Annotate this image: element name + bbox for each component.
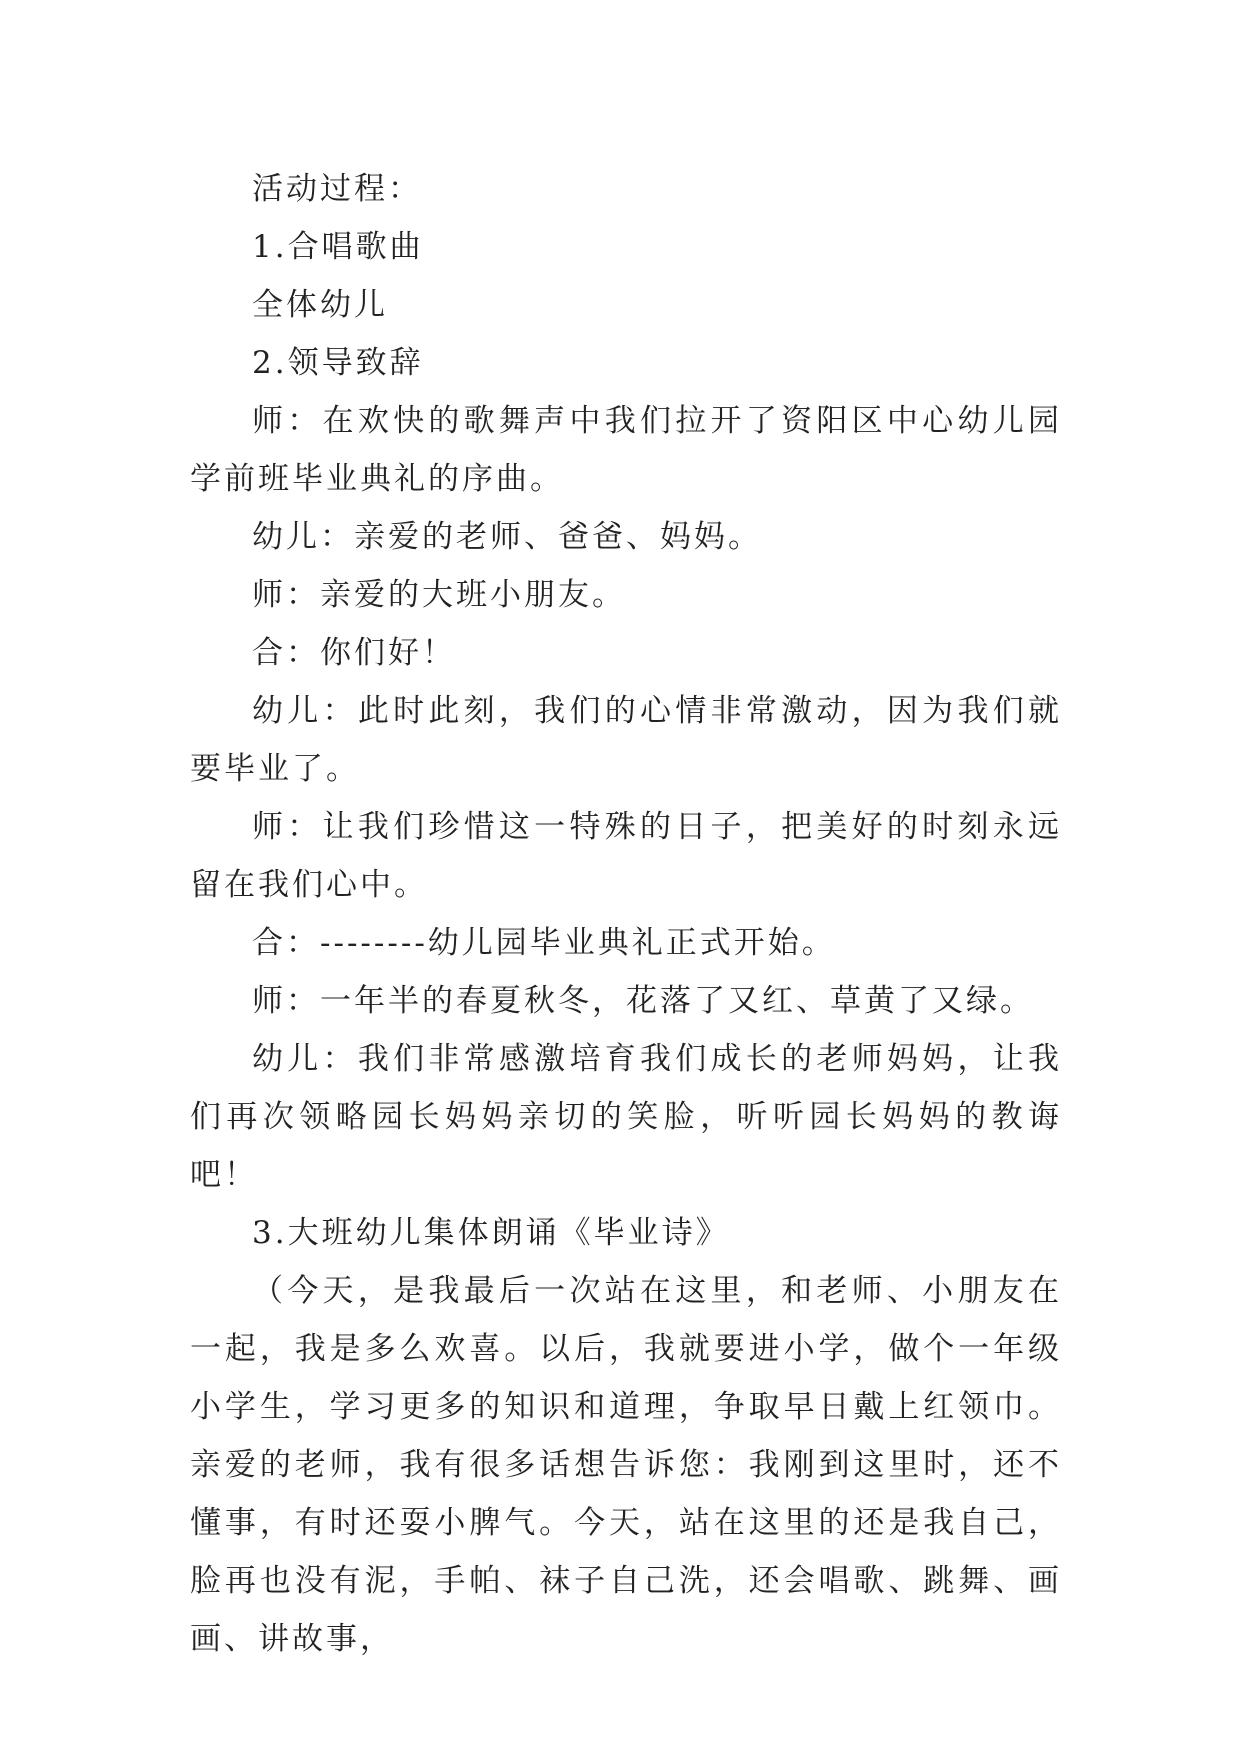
paragraph-teacher-line-4: 师：一年半的春夏秋冬，花落了又红、草黄了又绿。 [252, 983, 1034, 1019]
paragraph-children-line-1: 幼儿：亲爱的老师、爸爸、妈妈。 [252, 519, 762, 555]
paragraph-item-leader-speech: 2.领导致辞 [252, 345, 424, 381]
paragraph-teacher-line-2: 师：亲爱的大班小朋友。 [252, 577, 626, 613]
paragraph-together-line-1: 合：你们好！ [252, 635, 456, 671]
paragraph-all-children: 全体幼儿 [252, 287, 388, 323]
paragraph-poem-text: （今天，是我最后一次站在这里，和老师、小朋友在一起，我是多么欢喜。以后，我就要进小学，做个一年级小学生，学习更多的知识和道理，争取早日戴上红领巾。亲爱的老师，我有很多话想告诉您：我刚到这里时，还不懂事，有时还耍小脾气。今天，站在这里的还是我自己，脸再也没有泥，手帕、袜子自己洗，还会唱歌、跳舞、画画、讲故事， [190, 1273, 1062, 1657]
paragraph-together-line-2: 合：--------幼儿园毕业典礼正式开始。 [252, 925, 836, 961]
paragraph-children-line-3: 幼儿：我们非常感激培育我们成长的老师妈妈，让我们再次领略园长妈妈亲切的笑脸，听听园长妈妈的教诲吧！ [190, 1041, 1062, 1193]
paragraph-teacher-line-1: 师：在欢快的歌舞声中我们拉开了资阳区中心幼儿园学前班毕业典礼的序曲。 [190, 403, 1062, 497]
paragraph-children-line-2: 幼儿：此时此刻，我们的心情非常激动，因为我们就要毕业了。 [190, 693, 1062, 787]
document-body [190, 160, 1062, 1668]
paragraph-teacher-line-3: 师：让我们珍惜这一特殊的日子，把美好的时刻永远留在我们心中。 [190, 809, 1062, 903]
paragraph-activity-process: 活动过程： [252, 171, 422, 207]
paragraph-item-chorus: 1.合唱歌曲 [252, 229, 424, 265]
paragraph-item-poem-recital: 3.大班幼儿集体朗诵《毕业诗》 [252, 1215, 730, 1251]
